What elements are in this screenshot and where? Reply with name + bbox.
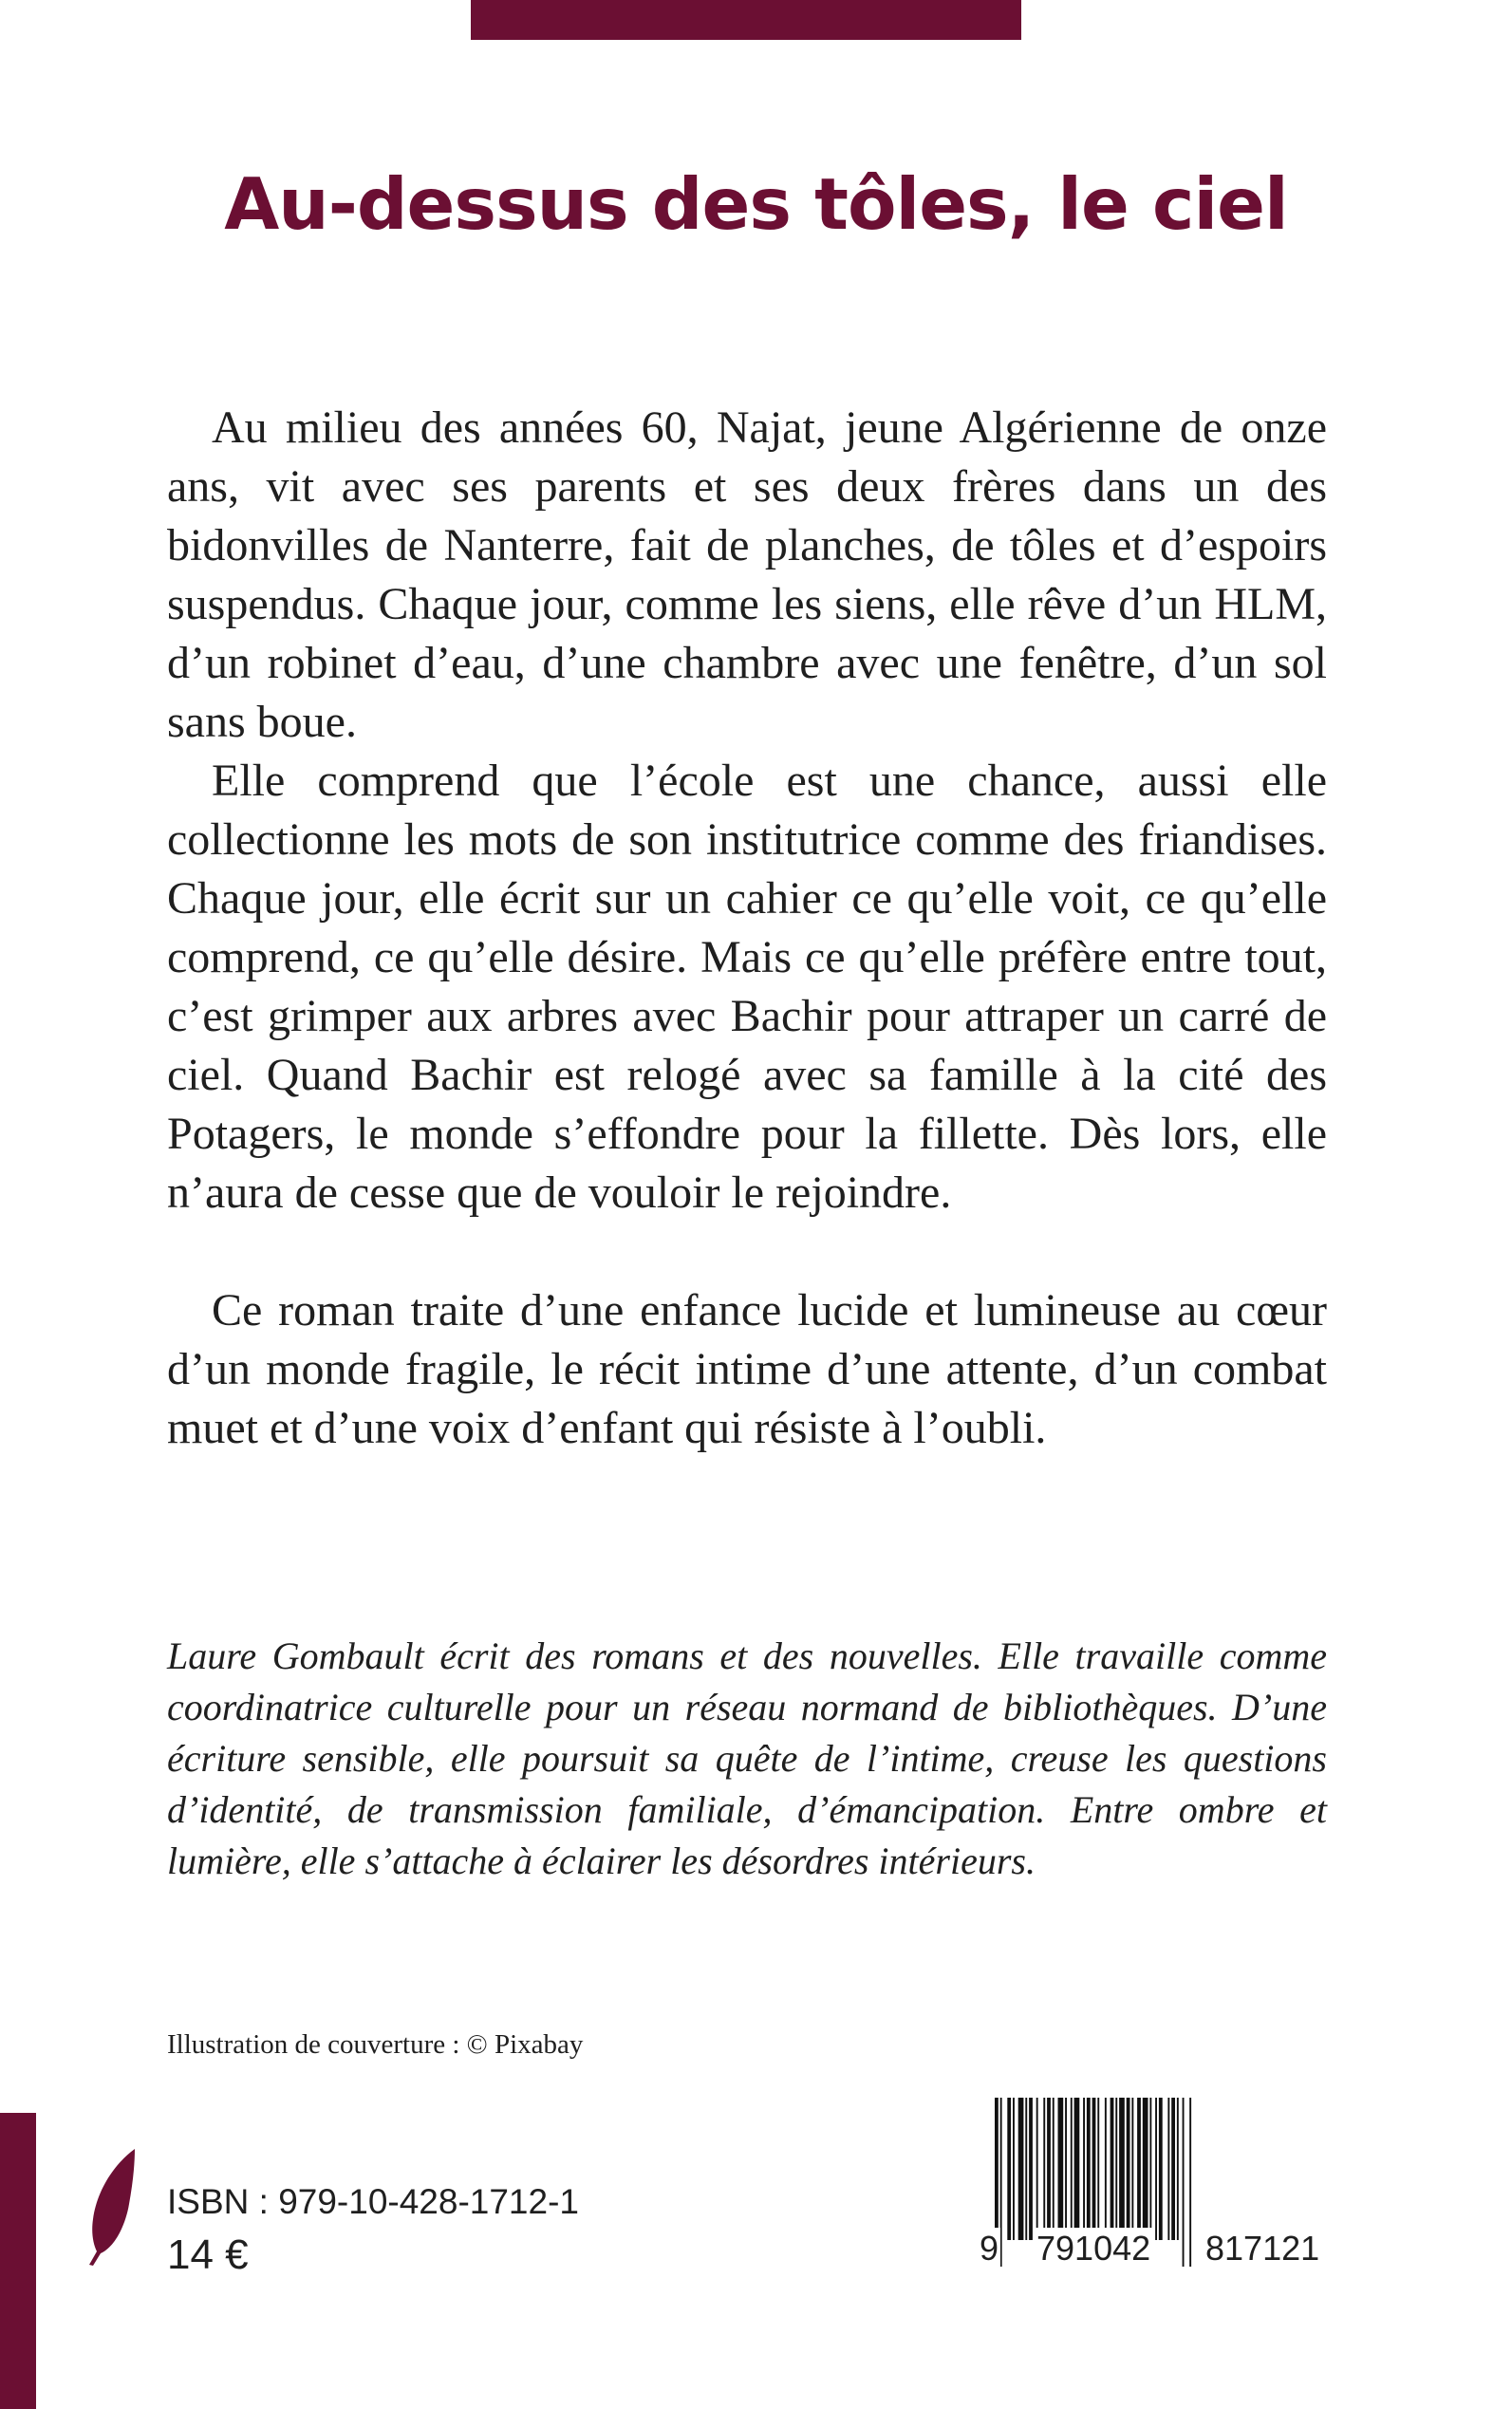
barcode-digits-left: 791042 <box>1036 2229 1151 2268</box>
author-bio: Laure Gombault écrit des romans et des nouvelles. Elle travaille comme coordinatrice culturelle pour un réseau normand de bibliothèques. D’une écriture sensible, elle poursuit sa quête de l’intime, creuse les questions d’identité, de transmission familiale, d’émancipation. Entre ombre et lumière, elle s’attache à éclairer les désordres intérieurs. <box>167 1634 1327 1882</box>
book-title: Au-dessus des tôles, le ciel <box>224 162 1288 246</box>
synopsis-paragraph-3: Ce roman traite d’une enfance lucide et lumineuse au cœur d’un monde fragile, le récit intime d’une attente, d’un combat muet et d’une voix d’enfant qui résiste à l’oubli. <box>167 1285 1327 1453</box>
top-color-band <box>471 0 1021 40</box>
isbn: ISBN : 979-10-428-1712-1 <box>167 2182 579 2221</box>
synopsis <box>167 399 1327 1458</box>
feather-icon <box>76 2145 142 2269</box>
price: 14 € <box>167 2232 249 2278</box>
synopsis-paragraph-1: Au milieu des années 60, Najat, jeune Algérienne de onze ans, vit avec ses parents et ses deux frères dans un des bidonvilles de Nanterre, fait de planches, de tôles et d’espoirs suspendus. Chaque jour, comme les siens, elle rêve d’un HLM, d’un robinet d’eau, d’une chambre avec une fenêtre, d’un sol sans boue. <box>167 402 1327 747</box>
synopsis-paragraph-2: Elle comprend que l’école est une chance, aussi elle collectionne les mots de son institutrice comme des friandises. Chaque jour, elle écrit sur un cahier ce qu’elle voit, ce qu’elle comprend, ce qu’elle désire. Mais ce qu’elle préfère entre tout, c’est grimper aux arbres avec Bachir pour attraper un carré de ciel. Quand Bachir est relogé avec sa famille à la cité des Potagers, le monde s’effondre pour la fillette. Dès lors, elle n’aura de cesse que de vouloir le rejoindre. <box>167 756 1327 1218</box>
illustration-credit: Illustration de couverture : © Pixabay <box>167 2029 584 2060</box>
barcode-digits-right: 817121 <box>1205 2229 1320 2268</box>
barcode-digit-first: 9 <box>980 2229 999 2268</box>
side-color-band <box>0 2113 36 2409</box>
